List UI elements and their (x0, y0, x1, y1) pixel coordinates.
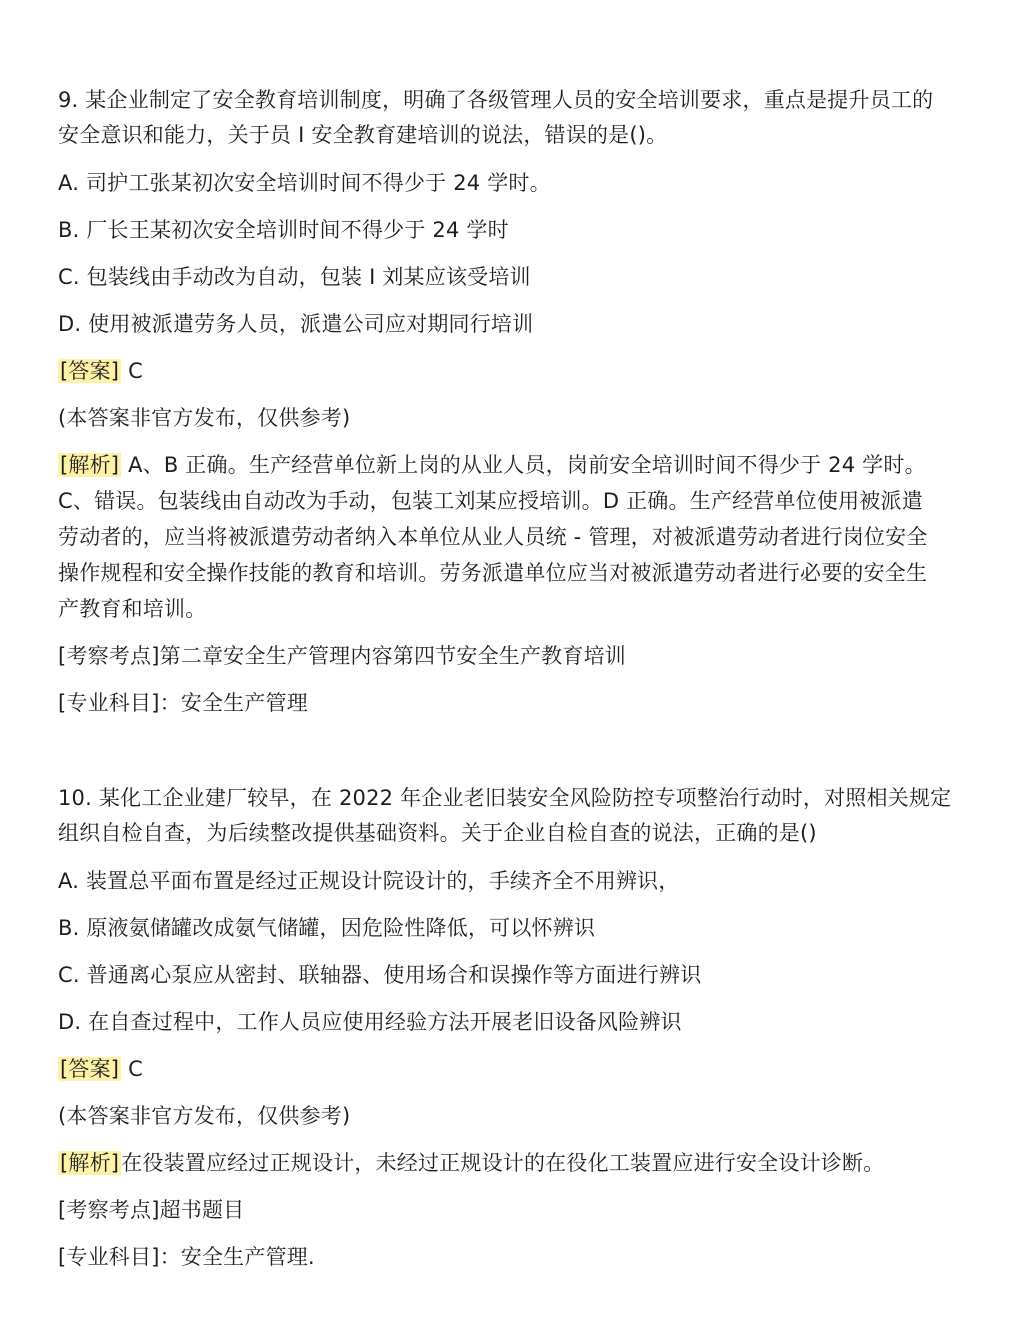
q9-answer (58, 353, 143, 389)
q9-option-d: D. 使用被派遣劳务人员，派遣公司应对期同行培训 (58, 312, 534, 336)
q9-option-c: C. 包装线由手动改为自动，包装 I 刘某应该受培训 (58, 265, 531, 289)
q9-answer-label: [答案] (60, 359, 120, 383)
q10-analysis (58, 1145, 884, 1181)
q9-answer-value: C (121, 359, 143, 383)
q9-topic: [考察考点]第二章安全生产管理内容第四节安全生产教育培训 (58, 644, 626, 668)
q10-subject: [专业科目]：安全生产管理. (58, 1245, 315, 1269)
q9-analysis-label: [解析] (60, 453, 120, 477)
q9-note: (本答案非官方发布，仅供参考) (58, 406, 351, 430)
q10-note: (本答案非官方发布，仅供参考) (58, 1104, 351, 1128)
q9-analysis-line-2: C、错误。包装线由自动改为手动，包装工刘某应授培训。D 正确。生产经营单位使用被派遣 (58, 489, 923, 513)
q10-stem-line-1: 10. 某化工企业建厂较早，在 2022 年企业老旧装安全风险防控专项整治行动时，对照相关规定 (58, 786, 952, 810)
q10-topic: [考察考点]超书题目 (58, 1198, 245, 1222)
q9-stem-line-1: 9. 某企业制定了安全教育培训制度，明确了各级管理人员的安全培训要求，重点是提升员工的 (58, 88, 934, 112)
q9-analysis-line-4: 操作规程和安全操作技能的教育和培训。劳务派遣单位应当对被派遣劳动者进行必要的安全生 (58, 561, 928, 585)
q9-option-b: B. 厂长王某初次安全培训时间不得少于 24 学时 (58, 218, 509, 242)
q9-stem-line-2: 安全意识和能力，关于员 I 安全教育建培训的说法，错误的是()。 (58, 123, 668, 147)
q10-analysis-label: [解析] (60, 1151, 120, 1175)
q9-analysis-line-1 (58, 447, 926, 483)
q10-answer-label: [答案] (60, 1057, 120, 1081)
q9-analysis-text-1: A、B 正确。生产经营单位新上岗的从业人员，岗前安全培训时间不得少于 24 学时。 (121, 453, 926, 477)
q9-subject: [专业科目]：安全生产管理 (58, 691, 308, 715)
q10-answer (58, 1051, 143, 1087)
q9-option-a: A. 司护工张某初次安全培训时间不得少于 24 学时。 (58, 171, 551, 195)
q10-option-d: D. 在自查过程中，工作人员应使用经验方法开展老旧设备风险辨识 (58, 1010, 682, 1034)
q9-analysis-line-5: 产教育和培训。 (58, 597, 207, 621)
q10-analysis-text: 在役装置应经过正规设计，未经过正规设计的在役化工装置应进行安全设计诊断。 (121, 1151, 885, 1175)
q10-stem-line-2: 组织自检自查，为后续整改提供基础资料。关于企业自检自查的说法，正确的是() (58, 821, 817, 845)
q9-analysis-line-3: 劳动者的，应当将被派遣劳动者纳入本单位从业人员统 - 管理，对被派遣劳动者进行岗位安全 (58, 525, 928, 549)
q10-option-c: C. 普通离心泵应从密封、联轴器、使用场合和误操作等方面进行辨识 (58, 963, 702, 987)
q10-answer-value: C (121, 1057, 143, 1081)
q10-option-a: A. 装置总平面布置是经过正规设计院设计的，手续齐全不用辨识， (58, 869, 680, 893)
q10-option-b: B. 原液氨储罐改成氨气储罐，因危险性降低，可以怀辨识 (58, 916, 596, 940)
